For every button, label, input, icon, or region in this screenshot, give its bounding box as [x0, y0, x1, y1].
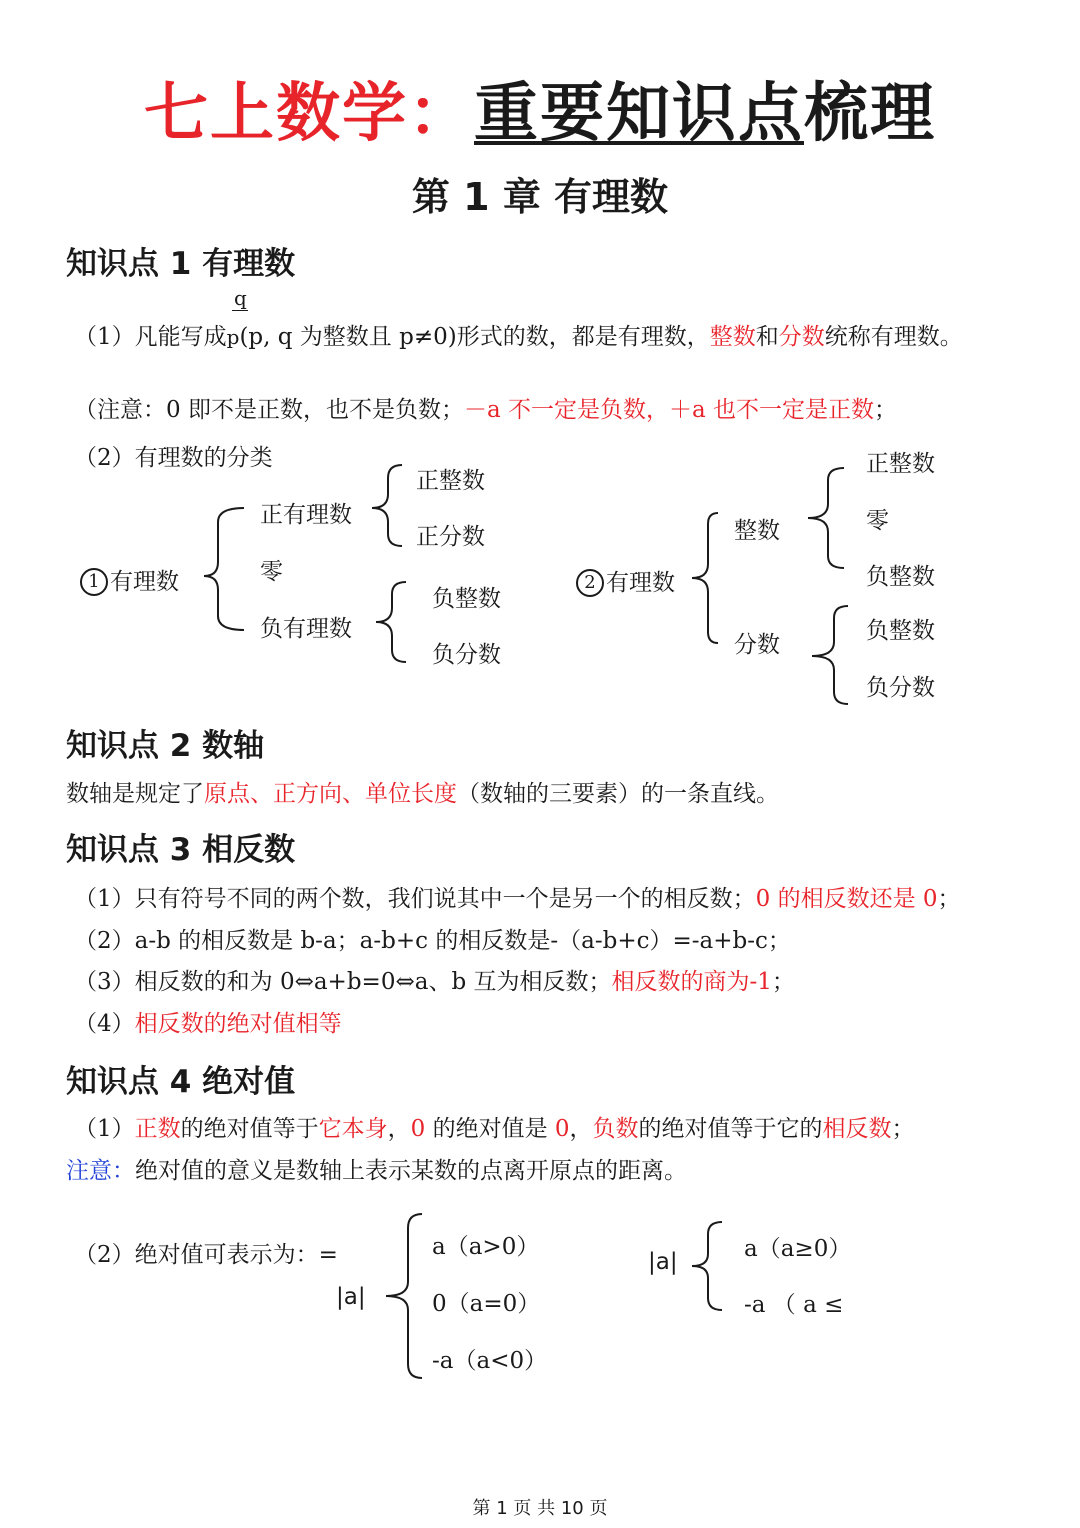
page-title [0, 62, 1080, 154]
k3-line3-red: 相反数的商为-1 [611, 969, 772, 995]
tree1-circle: 1 [80, 568, 108, 596]
k1-note-b: ； [874, 397, 898, 423]
k4-l1-f: 的绝对值等于它的 [638, 1116, 823, 1142]
tree1-brace-root [204, 508, 244, 630]
k4-l1-g: ； [891, 1116, 915, 1142]
k1-heading: 知识点 1 有理数 [66, 246, 296, 282]
k4-l1-negative: 负数 [592, 1116, 639, 1142]
tree2-fraction-a: 负整数 [866, 618, 935, 644]
title-underlined: 重要知识点 [474, 77, 804, 151]
tree2-fraction: 分数 [734, 632, 780, 658]
tree2-fraction-b: 负分数 [866, 675, 935, 701]
tree2-brace-integer [808, 468, 844, 568]
abs-label-1: |a| [336, 1284, 366, 1310]
tree1-positive: 正有理数 [260, 502, 352, 528]
k4-line1 [74, 1110, 915, 1143]
k1-frac-denominator: p [226, 325, 240, 349]
k2-unit-length: 单位长度 [365, 781, 457, 807]
tree1-positive-fraction: 正分数 [416, 524, 485, 550]
abs-label-2: |a| [648, 1249, 678, 1275]
k3-line3-b: ； [771, 969, 795, 995]
tree2-root-label: 有理数 [606, 570, 675, 596]
k3-line1-b: ； [937, 886, 961, 912]
abs-case-positive: a（a>0） [432, 1234, 540, 1260]
k1-frac-bar [232, 310, 248, 311]
k4-l1-zero2: 0 [554, 1116, 570, 1142]
k2-sep1: 、 [250, 781, 273, 807]
abs-case-negative: -a（a<0） [432, 1348, 548, 1374]
k1-line1-d: 统称有理数。 [824, 324, 963, 350]
k4-line2: （2）绝对值可表示为：= [74, 1242, 338, 1268]
tree2-brace-root [692, 513, 718, 643]
k1-line2: （2）有理数的分类 [74, 445, 273, 471]
k4-note-text: 绝对值的意义是数轴上表示某数的点离开原点的距离。 [135, 1158, 687, 1184]
k1-line1-b: (p, q 为整数且 p≠0)形式的数，都是有理数， [239, 324, 710, 350]
k2-b: （数轴的三要素）的一条直线。 [457, 781, 779, 807]
k2-direction: 正方向 [273, 781, 342, 807]
k3-line4-red: 相反数的绝对值相等 [134, 1011, 342, 1037]
k4-l1-b: 的绝对值等于 [180, 1116, 319, 1142]
chapter-title: 第 1 章 有理数 [411, 175, 669, 219]
k3-heading: 知识点 3 相反数 [66, 832, 296, 868]
k4-note [66, 1152, 687, 1185]
k1-note [74, 391, 897, 424]
abs-case-nonpositive: -a （ a ≤ [744, 1292, 844, 1318]
k4-l1-opposite: 相反数 [822, 1116, 892, 1142]
k1-line1-a: （1）凡能写成 [74, 324, 227, 350]
k2-origin: 原点 [204, 781, 250, 807]
k2-sep2: 、 [342, 781, 365, 807]
k2-a: 数轴是规定了 [66, 781, 204, 807]
k1-line1-c: 和 [755, 324, 779, 350]
k3-line3-a: （3）相反数的和为 0⇔a+b=0⇔a、b 互为相反数； [74, 969, 612, 995]
tree2-positive-integer: 正整数 [866, 451, 935, 477]
k3-line4-a: （4） [74, 1011, 135, 1037]
title-main: 七上数学： [144, 77, 474, 151]
tree2-negative-integer: 负整数 [866, 564, 935, 590]
k3-line1-red: 0 的相反数还是 0 [755, 886, 938, 912]
k1-frac-numerator: q [234, 286, 247, 310]
tree1-root-label: 有理数 [110, 569, 179, 595]
k2-line [66, 775, 779, 808]
k3-line4 [74, 1005, 342, 1038]
tree2-integer: 整数 [734, 518, 780, 544]
tree2-zero: 零 [866, 508, 889, 534]
tree2-root [576, 564, 675, 597]
abs-brace-2 [692, 1222, 722, 1310]
abs-case-nonnegative: a（a≥0） [744, 1236, 852, 1262]
abs-brace-1 [386, 1214, 422, 1378]
k1-note-red2: ＋a 也不一定是正数 [668, 397, 875, 423]
tree1-brace-negative [376, 582, 406, 662]
tree1-negative-fraction: 负分数 [432, 642, 501, 668]
k3-line3 [74, 963, 795, 996]
k1-note-a: （注意：0 即不是正数，也不是负数； [74, 397, 464, 423]
k4-l1-a: （1） [74, 1116, 135, 1142]
title-tail: 梳理 [804, 77, 936, 151]
k4-l1-c: ， [387, 1116, 411, 1142]
k4-l1-d: 的绝对值是 [425, 1116, 555, 1142]
k1-note-red1: －a 不一定是负数， [463, 397, 669, 423]
k1-line1-fraction: 分数 [778, 324, 825, 350]
k1-line1 [74, 318, 963, 351]
k2-heading: 知识点 2 数轴 [66, 728, 265, 764]
k4-l1-positive: 正数 [134, 1116, 181, 1142]
k4-l1-zero: 0 [410, 1116, 426, 1142]
k4-l1-e: ， [569, 1116, 593, 1142]
k3-line2: （2）a-b 的相反数是 b-a；a-b+c 的相反数是-（a-b+c）=-a+b-c； [74, 928, 791, 954]
k4-l1-itself: 它本身 [318, 1116, 388, 1142]
k4-heading: 知识点 4 绝对值 [66, 1064, 296, 1100]
tree1-zero: 零 [260, 559, 283, 585]
tree1-negative: 负有理数 [260, 616, 352, 642]
tree2-brace-fraction [812, 606, 848, 704]
k1-line1-integer: 整数 [709, 324, 756, 350]
page-footer: 第 1 页 共 10 页 [472, 1498, 608, 1519]
tree1-brace-positive [372, 465, 402, 546]
tree2-circle: 2 [576, 569, 604, 597]
tree1-negative-integer: 负整数 [432, 586, 501, 612]
tree1-positive-integer: 正整数 [416, 468, 485, 494]
tree1-root [80, 563, 179, 596]
k4-note-label: 注意： [66, 1158, 135, 1184]
abs-case-zero: 0（a=0） [432, 1291, 541, 1317]
k3-line1-a: （1）只有符号不同的两个数，我们说其中一个是另一个的相反数； [74, 886, 756, 912]
k3-line1 [74, 880, 961, 913]
